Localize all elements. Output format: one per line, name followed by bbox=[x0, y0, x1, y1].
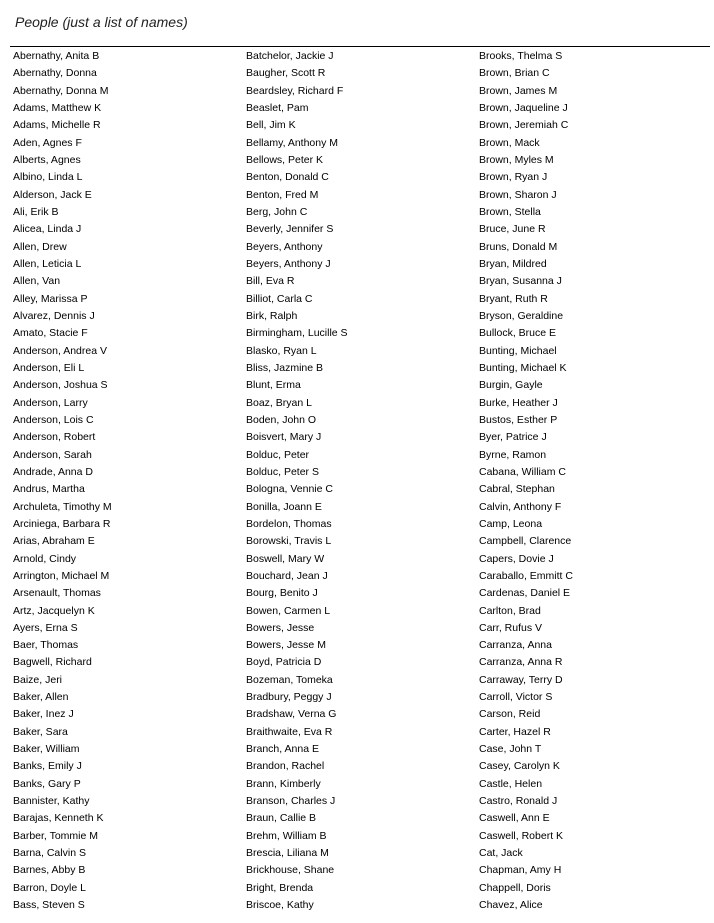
name-list-item: Bell, Jim K bbox=[246, 119, 296, 132]
name-list-item: Carlton, Brad bbox=[479, 604, 541, 617]
name-list-item: Bozeman, Tomeka bbox=[246, 673, 333, 686]
name-list-item: Byrne, Ramon bbox=[479, 448, 547, 461]
name-list-item: Brown, Stella bbox=[479, 205, 541, 218]
name-list-item: Bill, Eva R bbox=[246, 275, 295, 288]
name-list-item: Andrus, Martha bbox=[13, 483, 85, 496]
name-list-item: Bright, Brenda bbox=[246, 881, 314, 894]
name-list-item: Carranza, Anna bbox=[479, 639, 552, 652]
name-list-item: Banks, Emily J bbox=[13, 760, 82, 773]
name-list-item: Baker, Allen bbox=[13, 691, 69, 704]
name-list-item: Carr, Rufus V bbox=[479, 621, 543, 634]
name-list-item: Bagwell, Richard bbox=[13, 656, 92, 669]
name-list-item: Beaslet, Pam bbox=[246, 101, 309, 114]
name-list-item: Baker, Inez J bbox=[13, 708, 74, 721]
name-list-item: Alvarez, Dennis J bbox=[13, 309, 95, 322]
name-list-item: Bordelon, Thomas bbox=[246, 517, 332, 530]
name-list-item: Anderson, Joshua S bbox=[13, 379, 108, 392]
name-list-item: Allen, Van bbox=[13, 275, 61, 288]
name-list-item: Case, John T bbox=[479, 743, 542, 756]
name-list-item: Arsenault, Thomas bbox=[13, 587, 101, 600]
name-list-item: Alderson, Jack E bbox=[13, 188, 92, 201]
names-column-1 bbox=[13, 48, 238, 914]
name-list-item: Boisvert, Mary J bbox=[246, 431, 322, 444]
name-list-item: Barber, Tommie M bbox=[13, 829, 98, 842]
name-list-item: Bunting, Michael bbox=[479, 344, 557, 357]
name-list-item: Benton, Donald C bbox=[246, 171, 329, 184]
name-list-item: Archuleta, Timothy M bbox=[13, 500, 112, 513]
name-list-item: Billiot, Carla C bbox=[246, 292, 313, 305]
name-list-item: Brickhouse, Shane bbox=[246, 864, 335, 877]
name-list-item: Brown, Mack bbox=[479, 136, 540, 149]
name-list-item: Brown, Sharon J bbox=[479, 188, 557, 201]
name-list-item: Arrington, Michael M bbox=[13, 569, 110, 582]
name-list-item: Brown, James M bbox=[479, 84, 558, 97]
name-list-item: Brown, Jeremiah C bbox=[479, 119, 569, 132]
name-list-item: Baize, Jeri bbox=[13, 673, 63, 686]
name-list-item: Capers, Dovie J bbox=[479, 552, 554, 565]
name-list-item: Banks, Gary P bbox=[13, 777, 81, 790]
name-list-item: Baugher, Scott R bbox=[246, 67, 326, 80]
name-list-item: Anderson, Robert bbox=[13, 431, 96, 444]
name-list-item: Caswell, Ann E bbox=[479, 812, 550, 825]
name-list-item: Brann, Kimberly bbox=[246, 777, 321, 790]
name-list-item: Adams, Matthew K bbox=[13, 101, 102, 114]
name-list-item: Chapman, Amy H bbox=[479, 864, 562, 877]
name-list-item: Bologna, Vennie C bbox=[246, 483, 333, 496]
name-list-item: Bryant, Ruth R bbox=[479, 292, 548, 305]
name-list-item: Anderson, Sarah bbox=[13, 448, 92, 461]
name-list-item: Bustos, Esther P bbox=[479, 413, 558, 426]
name-list-item: Ayers, Erna S bbox=[13, 621, 78, 634]
name-list-item: Allen, Drew bbox=[13, 240, 67, 253]
name-list-item: Bryan, Susanna J bbox=[479, 275, 562, 288]
name-list-item: Campbell, Clarence bbox=[479, 535, 572, 548]
name-list-item: Allen, Leticia L bbox=[13, 257, 82, 270]
name-list-item: Barna, Calvin S bbox=[13, 847, 86, 860]
name-list-item: Bouchard, Jean J bbox=[246, 569, 328, 582]
page-title: People (just a list of names) bbox=[15, 14, 188, 30]
name-list-item: Abernathy, Donna M bbox=[13, 84, 109, 97]
name-list-item: Anderson, Lois C bbox=[13, 413, 94, 426]
name-list-item: Alberts, Agnes bbox=[13, 153, 81, 166]
name-list-item: Bass, Steven S bbox=[13, 899, 85, 912]
name-list-item: Albino, Linda L bbox=[13, 171, 83, 184]
name-list-item: Brescia, Liliana M bbox=[246, 847, 329, 860]
name-list-item: Blasko, Ryan L bbox=[246, 344, 317, 357]
name-list-item: Birmingham, Lucille S bbox=[246, 327, 348, 340]
name-list-item: Burgin, Gayle bbox=[479, 379, 543, 392]
name-list-item: Batchelor, Jackie J bbox=[246, 50, 334, 62]
name-list-item: Bowers, Jesse M bbox=[246, 639, 326, 652]
name-list-item: Ali, Erik B bbox=[13, 205, 59, 218]
name-list-item: Bruns, Donald M bbox=[479, 240, 558, 253]
name-list-item: Blunt, Erma bbox=[246, 379, 301, 392]
name-list-item: Benton, Fred M bbox=[246, 188, 319, 201]
name-list-item: Burke, Heather J bbox=[479, 396, 558, 409]
name-list-item: Anderson, Larry bbox=[13, 396, 88, 409]
name-list-item: Carson, Reid bbox=[479, 708, 541, 721]
name-list-item: Cabana, William C bbox=[479, 465, 566, 478]
name-list-item: Briscoe, Kathy bbox=[246, 899, 314, 912]
name-list-item: Chappell, Doris bbox=[479, 881, 551, 894]
name-list-item: Barron, Doyle L bbox=[13, 881, 86, 894]
name-list-item: Beyers, Anthony bbox=[246, 240, 323, 253]
name-list-item: Brown, Ryan J bbox=[479, 171, 548, 184]
name-list-item: Cardenas, Daniel E bbox=[479, 587, 571, 600]
name-list-item: Alley, Marissa P bbox=[13, 292, 88, 305]
name-list-item: Bolduc, Peter bbox=[246, 448, 310, 461]
name-list-item: Carroll, Victor S bbox=[479, 691, 553, 704]
name-list-item: Birk, Ralph bbox=[246, 309, 298, 322]
name-list-item: Brown, Myles M bbox=[479, 153, 554, 166]
name-list-item: Braithwaite, Eva R bbox=[246, 725, 333, 738]
name-list-item: Calvin, Anthony F bbox=[479, 500, 562, 513]
name-list-item: Bliss, Jazmine B bbox=[246, 361, 324, 374]
name-list-item: Carter, Hazel R bbox=[479, 725, 551, 738]
name-list-item: Brandon, Rachel bbox=[246, 760, 325, 773]
name-list-item: Castle, Helen bbox=[479, 777, 543, 790]
name-list-item: Baker, Sara bbox=[13, 725, 68, 738]
name-list-item: Berg, John C bbox=[246, 205, 308, 218]
name-list-item: Branch, Anna E bbox=[246, 743, 319, 756]
name-list-item: Baker, William bbox=[13, 743, 80, 756]
name-list-item: Anderson, Eli L bbox=[13, 361, 85, 374]
name-list-item: Bannister, Kathy bbox=[13, 795, 90, 808]
name-list-item: Alicea, Linda J bbox=[13, 223, 82, 236]
name-list-item: Anderson, Andrea V bbox=[13, 344, 107, 357]
name-list-item: Bullock, Bruce E bbox=[479, 327, 557, 340]
name-list-item: Castro, Ronald J bbox=[479, 795, 558, 808]
name-list-item: Beardsley, Richard F bbox=[246, 84, 344, 97]
name-list-item: Boaz, Bryan L bbox=[246, 396, 312, 409]
name-list-item: Andrade, Anna D bbox=[13, 465, 93, 478]
name-list-item: Brehm, William B bbox=[246, 829, 327, 842]
name-list-item: Adams, Michelle R bbox=[13, 119, 101, 132]
name-list-item: Borowski, Travis L bbox=[246, 535, 332, 548]
name-list-item: Brown, Brian C bbox=[479, 67, 550, 80]
name-list-item: Barajas, Kenneth K bbox=[13, 812, 104, 825]
name-list-item: Bradshaw, Verna G bbox=[246, 708, 337, 721]
name-list-item: Caraballo, Emmitt C bbox=[479, 569, 573, 582]
name-list-item: Boden, John O bbox=[246, 413, 317, 426]
names-column-2 bbox=[246, 48, 471, 914]
name-list-item: Abernathy, Anita B bbox=[13, 50, 100, 62]
name-list-item: Camp, Leona bbox=[479, 517, 543, 530]
header-divider bbox=[10, 46, 710, 47]
name-list-item: Byer, Patrice J bbox=[479, 431, 547, 444]
name-list-item: Bolduc, Peter S bbox=[246, 465, 319, 478]
name-list-item: Bellamy, Anthony M bbox=[246, 136, 339, 149]
name-list-item: Braun, Callie B bbox=[246, 812, 317, 825]
name-list-item: Arciniega, Barbara R bbox=[13, 517, 111, 530]
name-list-item: Carranza, Anna R bbox=[479, 656, 563, 669]
name-list-item: Bowen, Carmen L bbox=[246, 604, 331, 617]
name-list-item: Baer, Thomas bbox=[13, 639, 79, 652]
name-list-item: Brown, Jaqueline J bbox=[479, 101, 568, 114]
name-list-item: Branson, Charles J bbox=[246, 795, 336, 808]
name-list-item: Barnes, Abby B bbox=[13, 864, 86, 877]
name-list-item: Cat, Jack bbox=[479, 847, 523, 860]
name-list-item: Bunting, Michael K bbox=[479, 361, 567, 374]
name-list-item: Abernathy, Donna bbox=[13, 67, 97, 80]
name-list-item: Brooks, Thelma S bbox=[479, 50, 563, 62]
name-list-item: Caswell, Robert K bbox=[479, 829, 564, 842]
name-list-item: Chavez, Alice bbox=[479, 899, 543, 912]
name-list-item: Beverly, Jennifer S bbox=[246, 223, 334, 236]
name-list-item: Bradbury, Peggy J bbox=[246, 691, 332, 704]
name-list-item: Bryson, Geraldine bbox=[479, 309, 564, 322]
names-column-3 bbox=[479, 48, 704, 914]
name-list-item: Artz, Jacquelyn K bbox=[13, 604, 95, 617]
name-list-item: Arnold, Cindy bbox=[13, 552, 77, 565]
name-list-item: Bonilla, Joann E bbox=[246, 500, 322, 513]
name-list-item: Bourg, Benito J bbox=[246, 587, 318, 600]
name-list-item: Bryan, Mildred bbox=[479, 257, 547, 270]
name-list-item: Arias, Abraham E bbox=[13, 535, 95, 548]
name-list-item: Boyd, Patricia D bbox=[246, 656, 322, 669]
name-list-item: Boswell, Mary W bbox=[246, 552, 325, 565]
name-list-item: Beyers, Anthony J bbox=[246, 257, 331, 270]
name-list-item: Bruce, June R bbox=[479, 223, 546, 236]
name-list-item: Bowers, Jesse bbox=[246, 621, 315, 634]
name-list-item: Amato, Stacie F bbox=[13, 327, 88, 340]
name-list-item: Bellows, Peter K bbox=[246, 153, 324, 166]
name-list-item: Aden, Agnes F bbox=[13, 136, 82, 149]
name-list-item: Casey, Carolyn K bbox=[479, 760, 560, 773]
name-list-item: Cabral, Stephan bbox=[479, 483, 555, 496]
name-list-item: Carraway, Terry D bbox=[479, 673, 563, 686]
